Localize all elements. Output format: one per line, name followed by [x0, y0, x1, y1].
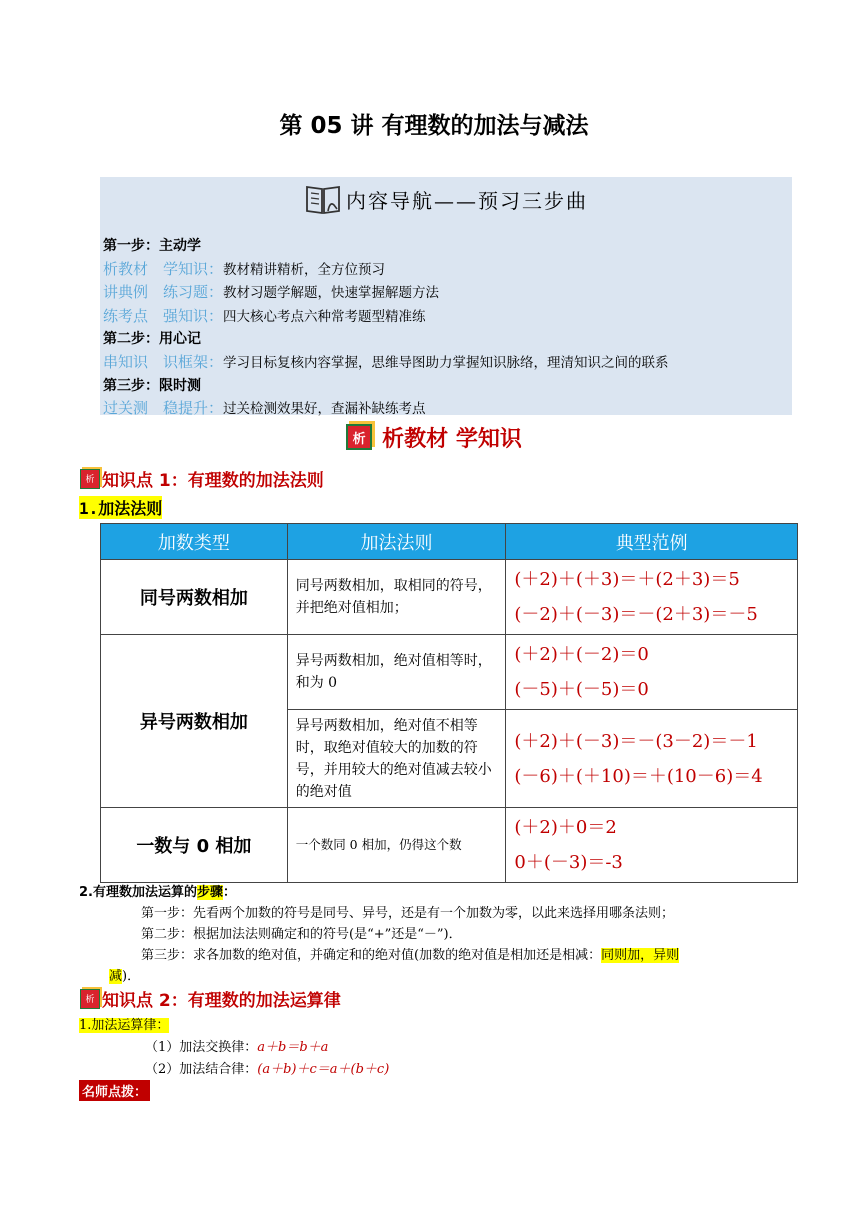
kp1-title: 知识点 1：有理数的加法法则	[102, 471, 324, 491]
nav-item-desc: 四大核心考点六种常考题型精准练	[223, 308, 426, 325]
law-associative	[79, 1059, 389, 1081]
nav-item-tag: 讲典例 练习题：	[103, 283, 224, 302]
nav-item-desc: 教材精讲精析，全方位预习	[223, 261, 386, 278]
section-title: 析教材 学知识	[382, 426, 522, 452]
addition-steps	[79, 882, 794, 987]
nav-item-tag: 析教材 学知识：	[103, 259, 224, 278]
header-type: 加数类型	[101, 524, 288, 560]
nav-heading: 内容导航——预习三步曲	[346, 188, 588, 213]
nav-item	[103, 281, 669, 305]
rule-cell: 异号两数相加，绝对值相等时，和为 0	[287, 635, 506, 710]
rule-cell: 同号两数相加，取相同的符号，并把绝对值相加；	[287, 560, 506, 635]
step-3-highlight-end: 减	[109, 969, 123, 984]
steps-heading-text: 2.有理数加法运算的	[79, 885, 197, 900]
addition-rules-table	[100, 523, 798, 883]
header-example: 典型范例	[506, 524, 798, 560]
nav-step: 第一步：主动学	[103, 238, 201, 254]
rule-cell: 一个数同 0 相加，仍得这个数	[287, 808, 506, 883]
law-commutative	[79, 1037, 389, 1059]
content-navigation-box	[100, 177, 792, 418]
step-3-highlight: 同则加，异则	[601, 948, 680, 963]
example-cell	[506, 560, 798, 635]
nav-item-tag: 过关测 稳提升：	[103, 399, 224, 418]
laws-heading: 1.加法运算律：	[79, 1018, 170, 1033]
knowledge-point-1	[80, 466, 324, 491]
law-formula: (a＋b)＋c＝a＋(b＋c)	[257, 1062, 390, 1077]
steps-heading-colon: ：	[223, 885, 237, 900]
nav-step: 第二步：用心记	[103, 331, 201, 348]
section-header	[0, 420, 868, 454]
header-rule: 加法法则	[287, 524, 506, 560]
example-line: (＋2)＋(－2)＝0	[514, 644, 649, 665]
example-cell	[506, 808, 798, 883]
law-label: （1）加法交换律：	[145, 1040, 258, 1055]
cube-icon: 析	[80, 469, 100, 489]
nav-item	[103, 351, 669, 375]
law-formula: a＋b＝b＋a	[257, 1040, 329, 1055]
steps-heading	[79, 882, 794, 903]
subheading-addition-rules: 1.加法法则	[79, 496, 162, 519]
book-icon	[304, 181, 342, 217]
nav-item	[103, 305, 669, 329]
step-3-end: )．	[122, 969, 141, 984]
example-line: (－6)＋(＋10)＝＋(10－6)＝4	[514, 765, 763, 787]
nav-item	[103, 397, 669, 421]
nav-item	[103, 258, 669, 282]
law-label: （2）加法结合律：	[145, 1062, 258, 1077]
nav-lines	[103, 235, 669, 421]
type-cell: 一数与 0 相加	[101, 808, 288, 883]
nav-item-tag: 串知识 识框架：	[103, 352, 224, 371]
table-header-row	[101, 524, 798, 560]
teacher-tip-label: 名师点拨：	[79, 1080, 150, 1101]
example-line: (＋2)＋0＝2	[514, 817, 617, 838]
type-cell: 同号两数相加	[101, 560, 288, 635]
example-line: (＋2)＋(－3)＝－(3－2)＝－1	[514, 730, 758, 752]
type-cell: 异号两数相加	[101, 635, 288, 808]
kp2-title: 知识点 2：有理数的加法运算律	[102, 991, 341, 1011]
step-2: 第二步：根据加法法则确定和的符号(是“+”还是“－”)．	[141, 927, 462, 942]
rule-cell: 异号两数相加，绝对值不相等时，取绝对值较大的加数的符号，并用较大的绝对值减去较小的绝对值	[287, 710, 506, 808]
nav-item-desc: 学习目标复核内容掌握，思维导图助力掌握知识脉络，理清知识之间的联系	[223, 354, 669, 371]
step-3-cont	[79, 966, 794, 987]
page-title: 第 05 讲 有理数的加法与减法	[279, 113, 589, 139]
knowledge-point-2	[80, 986, 341, 1011]
cube-icon: 析	[346, 424, 372, 450]
example-cell	[506, 710, 798, 808]
step-3-text: 第三步：求各加数的绝对值，并确定和的绝对值(加数的绝对值是相加还是相减：	[141, 948, 602, 963]
cube-icon: 析	[80, 989, 100, 1009]
table-row	[101, 560, 798, 635]
step-3	[79, 945, 794, 966]
table-row	[101, 808, 798, 883]
steps-heading-highlight: 步骤	[196, 885, 223, 900]
example-line: (－5)＋(－5)＝0	[514, 679, 649, 700]
addition-laws	[79, 1015, 389, 1081]
nav-header	[100, 181, 792, 217]
nav-step: 第三步：限时测	[103, 377, 201, 394]
example-cell	[506, 635, 798, 710]
example-line: (－2)＋(－3)＝－(2＋3)＝－5	[514, 604, 758, 625]
example-line: (＋2)＋(＋3)＝＋(2＋3)＝5	[514, 569, 740, 590]
example-line: 0＋(－3)＝-3	[514, 852, 623, 873]
step-1: 第一步：先看两个加数的符号是同号、异号，还是有一个加数为零，以此来选择用哪条法则；	[141, 906, 675, 921]
nav-item-tag: 练考点 强知识：	[103, 306, 224, 325]
nav-item-desc: 过关检测效果好，查漏补缺练考点	[223, 401, 426, 418]
table-row	[101, 635, 798, 710]
nav-item-desc: 教材习题学解题，快速掌握解题方法	[223, 285, 440, 302]
